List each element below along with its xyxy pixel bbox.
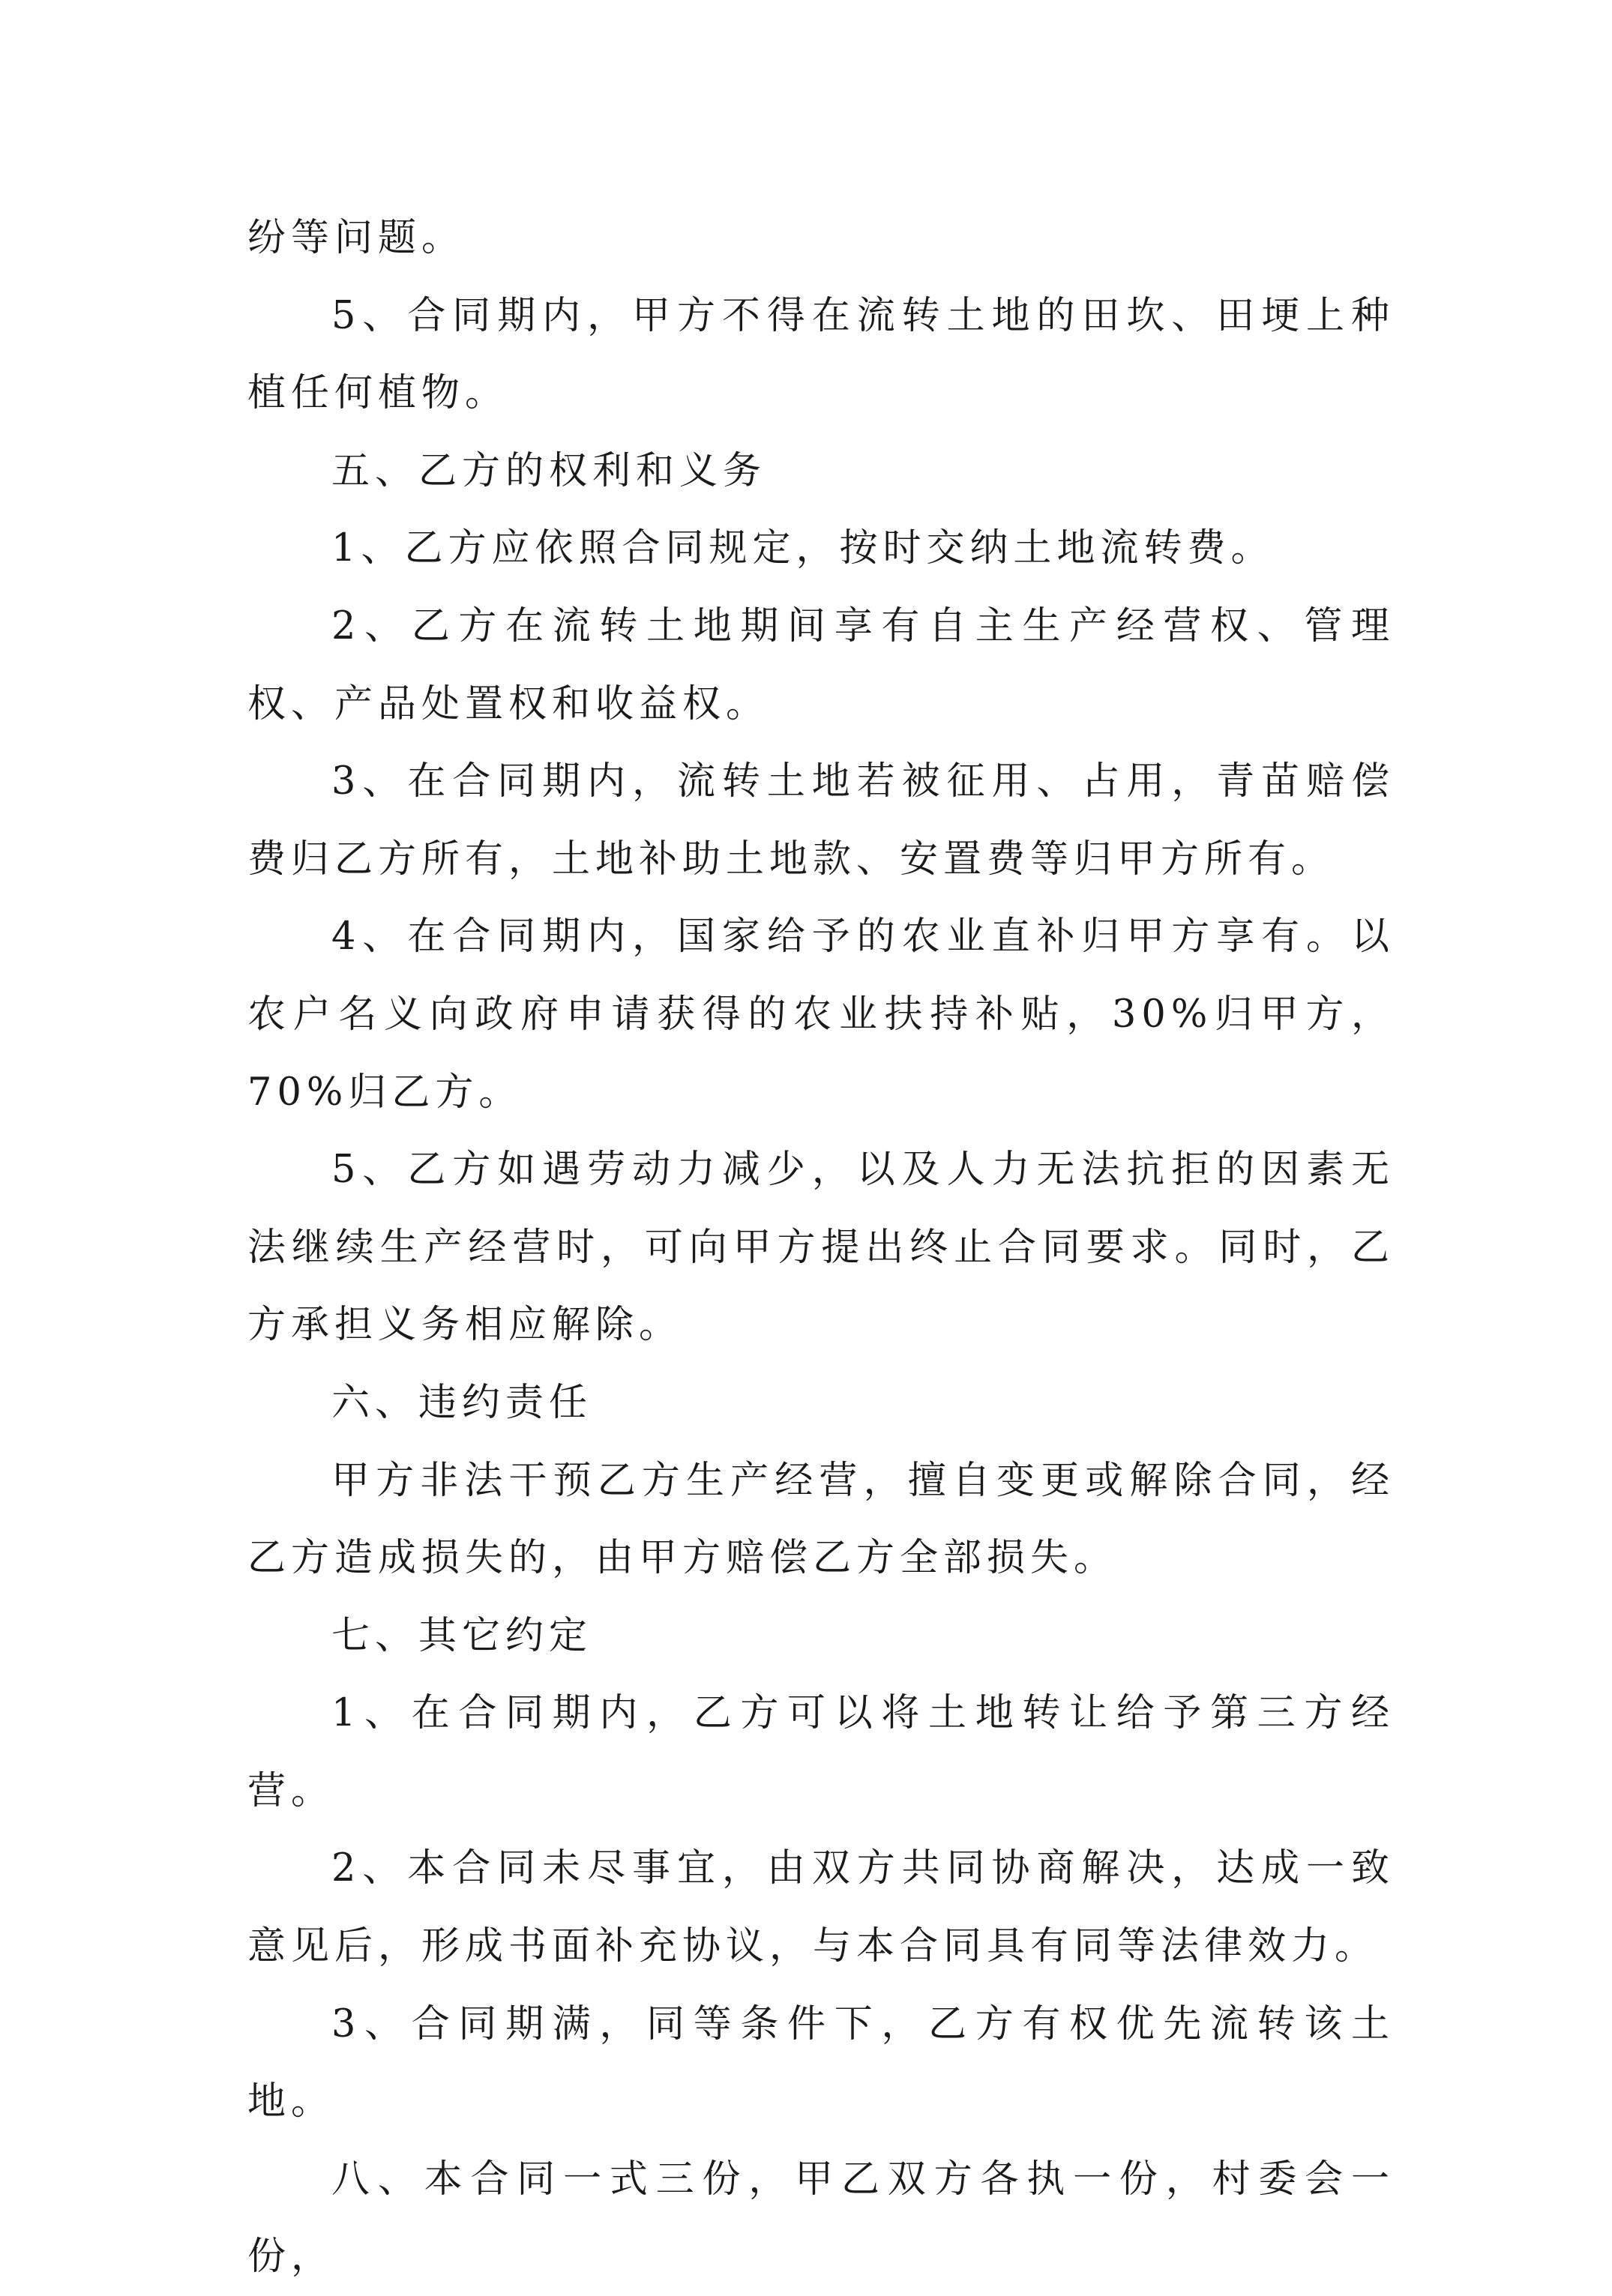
paragraph: 八、本合同一式三份，甲乙双方各执一份，村委会一份， bbox=[247, 2157, 1395, 2280]
paragraph: 1、乙方应依照合同规定，按时交纳土地流转费。 bbox=[331, 526, 1275, 571]
section-heading: 七、其它约定 bbox=[331, 1613, 593, 1658]
paragraph: 2、本合同未尽事宜，由双方共同协商解决，达成一致意见后，形成书面补充协议，与本合同具有同等法律效力。 bbox=[247, 1846, 1395, 1969]
paragraph: 甲方非法干预乙方生产经营，擅自变更或解除合同，经乙方造成损失的，由甲方赔偿乙方全部损失。 bbox=[247, 1458, 1395, 1581]
paragraph: 3、合同期满，同等条件下，乙方有权优先流转该土地。 bbox=[247, 2001, 1395, 2124]
paragraph: 2、乙方在流转土地期间享有自主生产经营权、管理权、产品处置权和收益权。 bbox=[247, 603, 1395, 726]
document-body bbox=[247, 199, 1395, 2296]
section-heading: 六、违约责任 bbox=[331, 1380, 593, 1425]
section-heading: 五、乙方的权利和义务 bbox=[331, 448, 767, 493]
paragraph: 5、合同期内，甲方不得在流转土地的田坎、田埂上种植任何植物。 bbox=[247, 293, 1395, 416]
paragraph: 4、在合同期内，国家给予的农业直补归甲方享有。以农户名义向政府申请获得的农业扶持补贴，30%归甲方，70%归乙方。 bbox=[247, 915, 1395, 1115]
paragraph: 1、在合同期内，乙方可以将土地转让给予第三方经营。 bbox=[247, 1691, 1395, 1813]
paragraph: 3、在合同期内，流转土地若被征用、占用，青苗赔偿费归乙方所有，土地补助土地款、安置费等归甲方所有。 bbox=[247, 759, 1395, 882]
paragraph: 纷等问题。 bbox=[247, 216, 466, 260]
paragraph: 5、乙方如遇劳动力减少，以及人力无法抗拒的因素无法继续生产经营时，可向甲方提出终止合同要求。同时，乙方承担义务相应解除。 bbox=[247, 1148, 1395, 1348]
